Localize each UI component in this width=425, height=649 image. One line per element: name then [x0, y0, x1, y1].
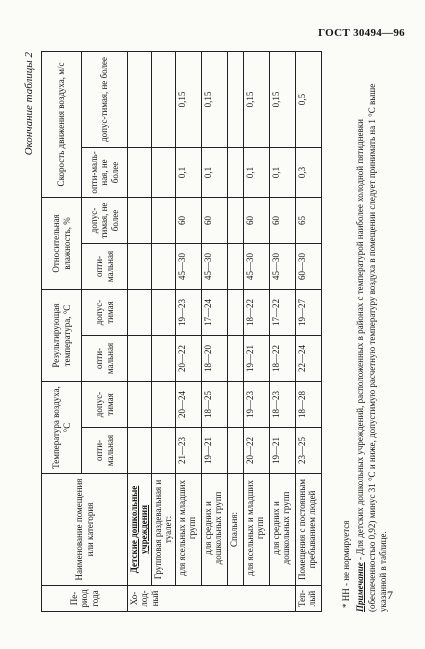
humidity-optimal: 45—30	[244, 244, 270, 290]
category-name: Детские дошкольные учреждения	[128, 474, 152, 586]
header-air-speed: Скорость движения воздуха, м/с	[42, 51, 82, 197]
temp-optimal: 23—25	[296, 428, 322, 474]
header-result-permissible: допус-тимая	[82, 290, 128, 336]
period-cold: Хо-лод-ный	[128, 586, 296, 612]
speed-permissible: 0,15	[202, 51, 228, 147]
result-optimal: 19—21	[244, 336, 270, 382]
note-text: - Для детских дошкольных учреждений, расположенных в районах с температурой наиболее холодной пятидневки (обеспеченностью 0,92) минус 31 °С и ниже, допустимую расчетную температуру воздуха в помещении следует принимать на 1 °С выше указанной в таблице.	[355, 83, 389, 612]
humidity-permissible: 60	[244, 197, 270, 243]
header-result-temperature: Результирующая температура, °С	[42, 290, 82, 382]
footnote: * НН - не нормируется	[341, 520, 351, 608]
temp-permissible: 18—23	[270, 382, 296, 428]
speed-optimal: 0,3	[296, 147, 322, 197]
humidity-permissible: 60	[176, 197, 202, 243]
speed-permissible: 0,15	[176, 51, 202, 147]
table-row	[296, 51, 322, 611]
speed-permissible: 0,15	[270, 51, 296, 147]
speed-optimal: 0,1	[176, 147, 202, 197]
document-code: ГОСТ 30494—96	[318, 27, 405, 39]
humidity-permissible: 65	[296, 197, 322, 243]
temp-permissible: 18—28	[296, 382, 322, 428]
speed-permissible: 0,5	[296, 51, 322, 147]
header-temp-optimal: опти-мальная	[82, 428, 128, 474]
page-number: 7	[387, 588, 393, 602]
humidity-optimal: 45—30	[176, 244, 202, 290]
header-humidity: Относительная влажность, %	[42, 197, 82, 289]
climate-norms-table	[41, 51, 322, 612]
temp-permissible: 18—25	[202, 382, 228, 428]
result-optimal: 22—24	[296, 336, 322, 382]
temp-permissible: 20—24	[176, 382, 202, 428]
result-optimal: 18—22	[270, 336, 296, 382]
header-humidity-permissible: допус-тимая, не более	[82, 197, 128, 243]
table-note	[355, 52, 390, 612]
result-permissible: 19—27	[296, 290, 322, 336]
result-optimal: 18—20	[202, 336, 228, 382]
table-caption: Окончание таблицы 2	[23, 52, 35, 156]
temp-optimal: 19—21	[270, 428, 296, 474]
group-name: для средних и дошкольных групп	[270, 474, 296, 586]
table-row	[270, 51, 296, 611]
temp-optimal: 20—22	[244, 428, 270, 474]
note-label: Примечание	[355, 562, 365, 612]
temp-permissible: 19—23	[244, 382, 270, 428]
result-permissible: 18—22	[244, 290, 270, 336]
speed-optimal: 0,1	[270, 147, 296, 197]
humidity-optimal: 60—30	[296, 244, 322, 290]
period-warm: Теп-лый	[296, 586, 322, 612]
result-permissible: 17—22	[270, 290, 296, 336]
humidity-optimal: 45—30	[270, 244, 296, 290]
header-temperature: Температура воздуха, °С	[42, 382, 82, 474]
humidity-permissible: 60	[202, 197, 228, 243]
header-humidity-optimal: опти-мальная	[82, 244, 128, 290]
header-speed-permissible: допус-тимая, не более	[82, 51, 128, 147]
humidity-permissible: 60	[270, 197, 296, 243]
table-row	[244, 51, 270, 611]
header-speed-optimal: опти-маль-ная, не более	[82, 147, 128, 197]
result-optimal: 20—22	[176, 336, 202, 382]
table-row	[176, 51, 202, 611]
group-name: для ясельных и младших групп	[244, 474, 270, 586]
speed-optimal: 0,1	[244, 147, 270, 197]
temp-optimal: 19—21	[202, 428, 228, 474]
room-name: Групповая раздевальная и туалет:	[152, 474, 176, 586]
speed-permissible: 0,15	[244, 51, 270, 147]
header-name: Наименование помещения или категория	[42, 474, 128, 586]
humidity-optimal: 45—30	[202, 244, 228, 290]
result-permissible: 19—23	[176, 290, 202, 336]
room-name: Спальня:	[228, 474, 244, 586]
table-row	[202, 51, 228, 611]
speed-optimal: 0,1	[202, 147, 228, 197]
room-name: Помещения с постоянным пребыванием людей	[296, 474, 322, 586]
group-name: для ясельных и младших групп	[176, 474, 202, 586]
header-result-optimal: опти-мальная	[82, 336, 128, 382]
header-temp-permissible: допус-тимая	[82, 382, 128, 428]
group-name: для средних и дошкольных групп	[202, 474, 228, 586]
header-period: Пе-риод года	[42, 586, 128, 612]
result-permissible: 17—24	[202, 290, 228, 336]
rotated-page-content	[23, 52, 398, 612]
temp-optimal: 21—23	[176, 428, 202, 474]
